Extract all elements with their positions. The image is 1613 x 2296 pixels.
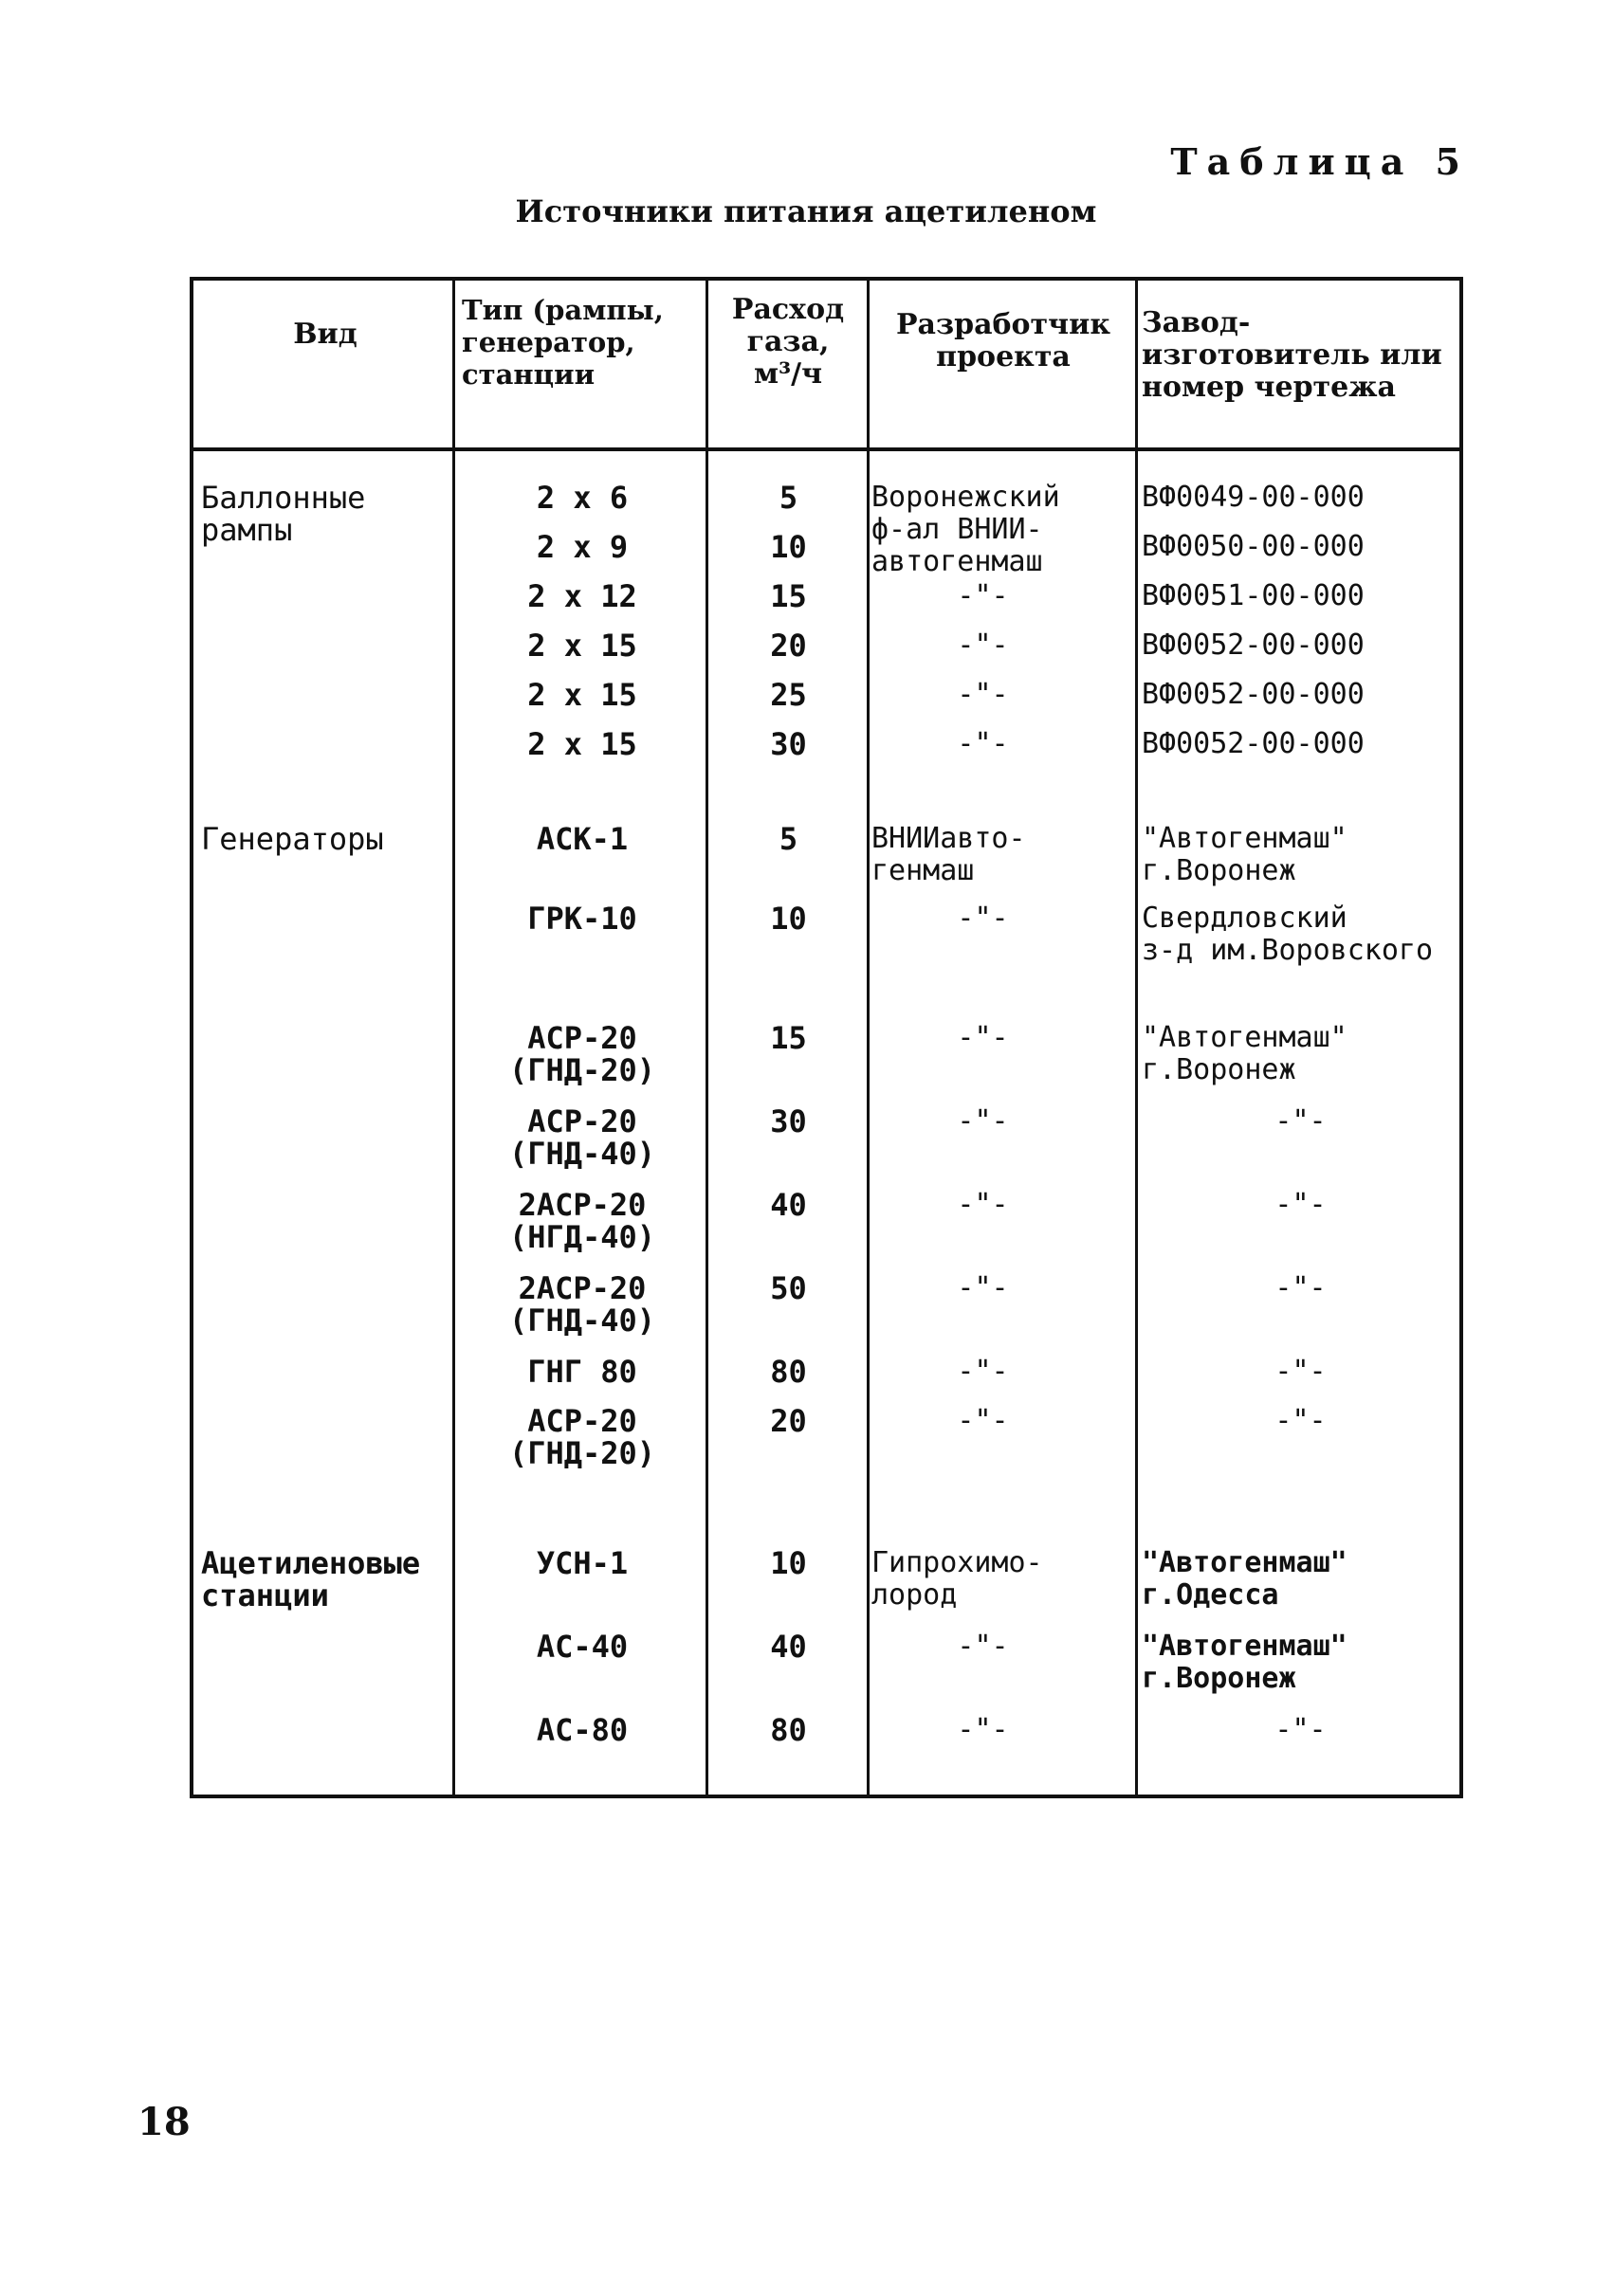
row-6-maker: "Автогенмаш" г.Воронеж (1142, 822, 1347, 887)
page-number: 18 (137, 2100, 191, 2144)
row-7-flow: 10 (770, 901, 807, 937)
row-6-flow: 5 (779, 821, 798, 857)
header-manufacturer: Завод-изготовитель или номер чертежа (1142, 306, 1442, 404)
row-15-maker: "Автогенмаш" г.Воронеж (1142, 1630, 1347, 1695)
row-2-type: 2 х 12 (527, 578, 637, 614)
header-developer: Разработчик проекта (895, 308, 1111, 374)
header-gas-flow: Расход газа, м³/ч (731, 293, 845, 391)
row-3-developer: -"- (957, 629, 1009, 662)
row-6-type: АСК-1 (536, 821, 629, 857)
row-5-maker: ВФ0052-00-000 (1142, 727, 1365, 760)
row-9-flow: 30 (770, 1103, 807, 1139)
row-5-type: 2 х 15 (527, 726, 637, 762)
header-type: Тип (рампы, генератор, станции (462, 294, 664, 391)
acetylene-sources-table (190, 277, 1463, 1798)
row-3-maker: ВФ0052-00-000 (1142, 629, 1365, 662)
row-4-type: 2 х 15 (527, 677, 637, 713)
row-0-flow: 5 (779, 480, 798, 516)
row-13-developer: -"- (957, 1404, 1009, 1437)
row-10-type: 2АСР-20 (НГД-40) (508, 1187, 656, 1255)
row-8-developer: -"- (957, 1021, 1009, 1054)
row-12-maker: -"- (1274, 1355, 1327, 1388)
row-11-flow: 50 (770, 1270, 807, 1306)
row-13-type: АСР-20 (ГНД-20) (508, 1403, 656, 1471)
row-8-maker: "Автогенмаш" г.Воронеж (1142, 1021, 1347, 1086)
row-12-flow: 80 (770, 1354, 807, 1390)
row-15-type: АС-40 (536, 1629, 629, 1665)
row-8-flow: 15 (770, 1020, 807, 1056)
table-number-label: Таблица 5 (1170, 140, 1470, 183)
row-5-developer: -"- (957, 727, 1009, 760)
row-4-maker: ВФ0052-00-000 (1142, 678, 1365, 711)
row-7-maker: Свердловский з-д им.Воровского (1142, 902, 1434, 967)
row-0-type: 2 х 6 (536, 480, 629, 516)
row-11-maker: -"- (1274, 1271, 1327, 1304)
row-15-developer: -"- (957, 1630, 1009, 1663)
row-14-developer: Гипрохимо- лород (871, 1546, 1043, 1612)
row-1-maker: ВФ0050-00-000 (1142, 530, 1365, 563)
row-14-kind: Ацетиленовые станции (201, 1545, 421, 1613)
row-10-flow: 40 (770, 1187, 807, 1223)
row-13-maker: -"- (1274, 1404, 1327, 1437)
row-5-flow: 30 (770, 726, 807, 762)
row-14-type: УСН-1 (536, 1545, 629, 1581)
row-11-type: 2АСР-20 (ГНД-40) (508, 1270, 656, 1339)
row-12-type: ГНГ 80 (527, 1354, 637, 1390)
row-8-type: АСР-20 (ГНД-20) (508, 1020, 656, 1088)
row-2-flow: 15 (770, 578, 807, 614)
row-16-developer: -"- (957, 1713, 1009, 1746)
row-14-flow: 10 (770, 1545, 807, 1581)
row-1-type: 2 х 9 (536, 529, 629, 565)
row-0-kind: Баллонные рампы (201, 480, 366, 548)
row-0-developer: Воронежский ф-ал ВНИИ- автогенмаш (871, 481, 1060, 578)
row-16-maker: -"- (1274, 1713, 1327, 1746)
row-13-flow: 20 (770, 1403, 807, 1439)
row-10-maker: -"- (1274, 1188, 1327, 1221)
row-7-type: ГРК-10 (527, 901, 637, 937)
row-6-kind: Генераторы (201, 821, 384, 857)
row-2-maker: ВФ0051-00-000 (1142, 579, 1365, 612)
row-14-maker: "Автогенмаш" г.Одесса (1142, 1546, 1347, 1612)
row-16-flow: 80 (770, 1712, 807, 1748)
row-6-developer: ВНИИавто- генмаш (871, 822, 1026, 887)
table-title: Источники питания ацетиленом (515, 193, 1097, 229)
row-12-developer: -"- (957, 1355, 1009, 1388)
row-4-developer: -"- (957, 678, 1009, 711)
row-9-type: АСР-20 (ГНД-40) (508, 1103, 656, 1172)
row-16-type: АС-80 (536, 1712, 629, 1748)
row-3-type: 2 х 15 (527, 628, 637, 664)
row-11-developer: -"- (957, 1271, 1009, 1304)
row-2-developer: -"- (957, 579, 1009, 612)
row-10-developer: -"- (957, 1188, 1009, 1221)
row-0-maker: ВФ0049-00-000 (1142, 481, 1365, 514)
row-7-developer: -"- (957, 902, 1009, 935)
row-4-flow: 25 (770, 677, 807, 713)
row-15-flow: 40 (770, 1629, 807, 1665)
row-3-flow: 20 (770, 628, 807, 664)
row-1-flow: 10 (770, 529, 807, 565)
row-9-maker: -"- (1274, 1104, 1327, 1138)
row-9-developer: -"- (957, 1104, 1009, 1138)
header-kind: Вид (293, 318, 357, 351)
